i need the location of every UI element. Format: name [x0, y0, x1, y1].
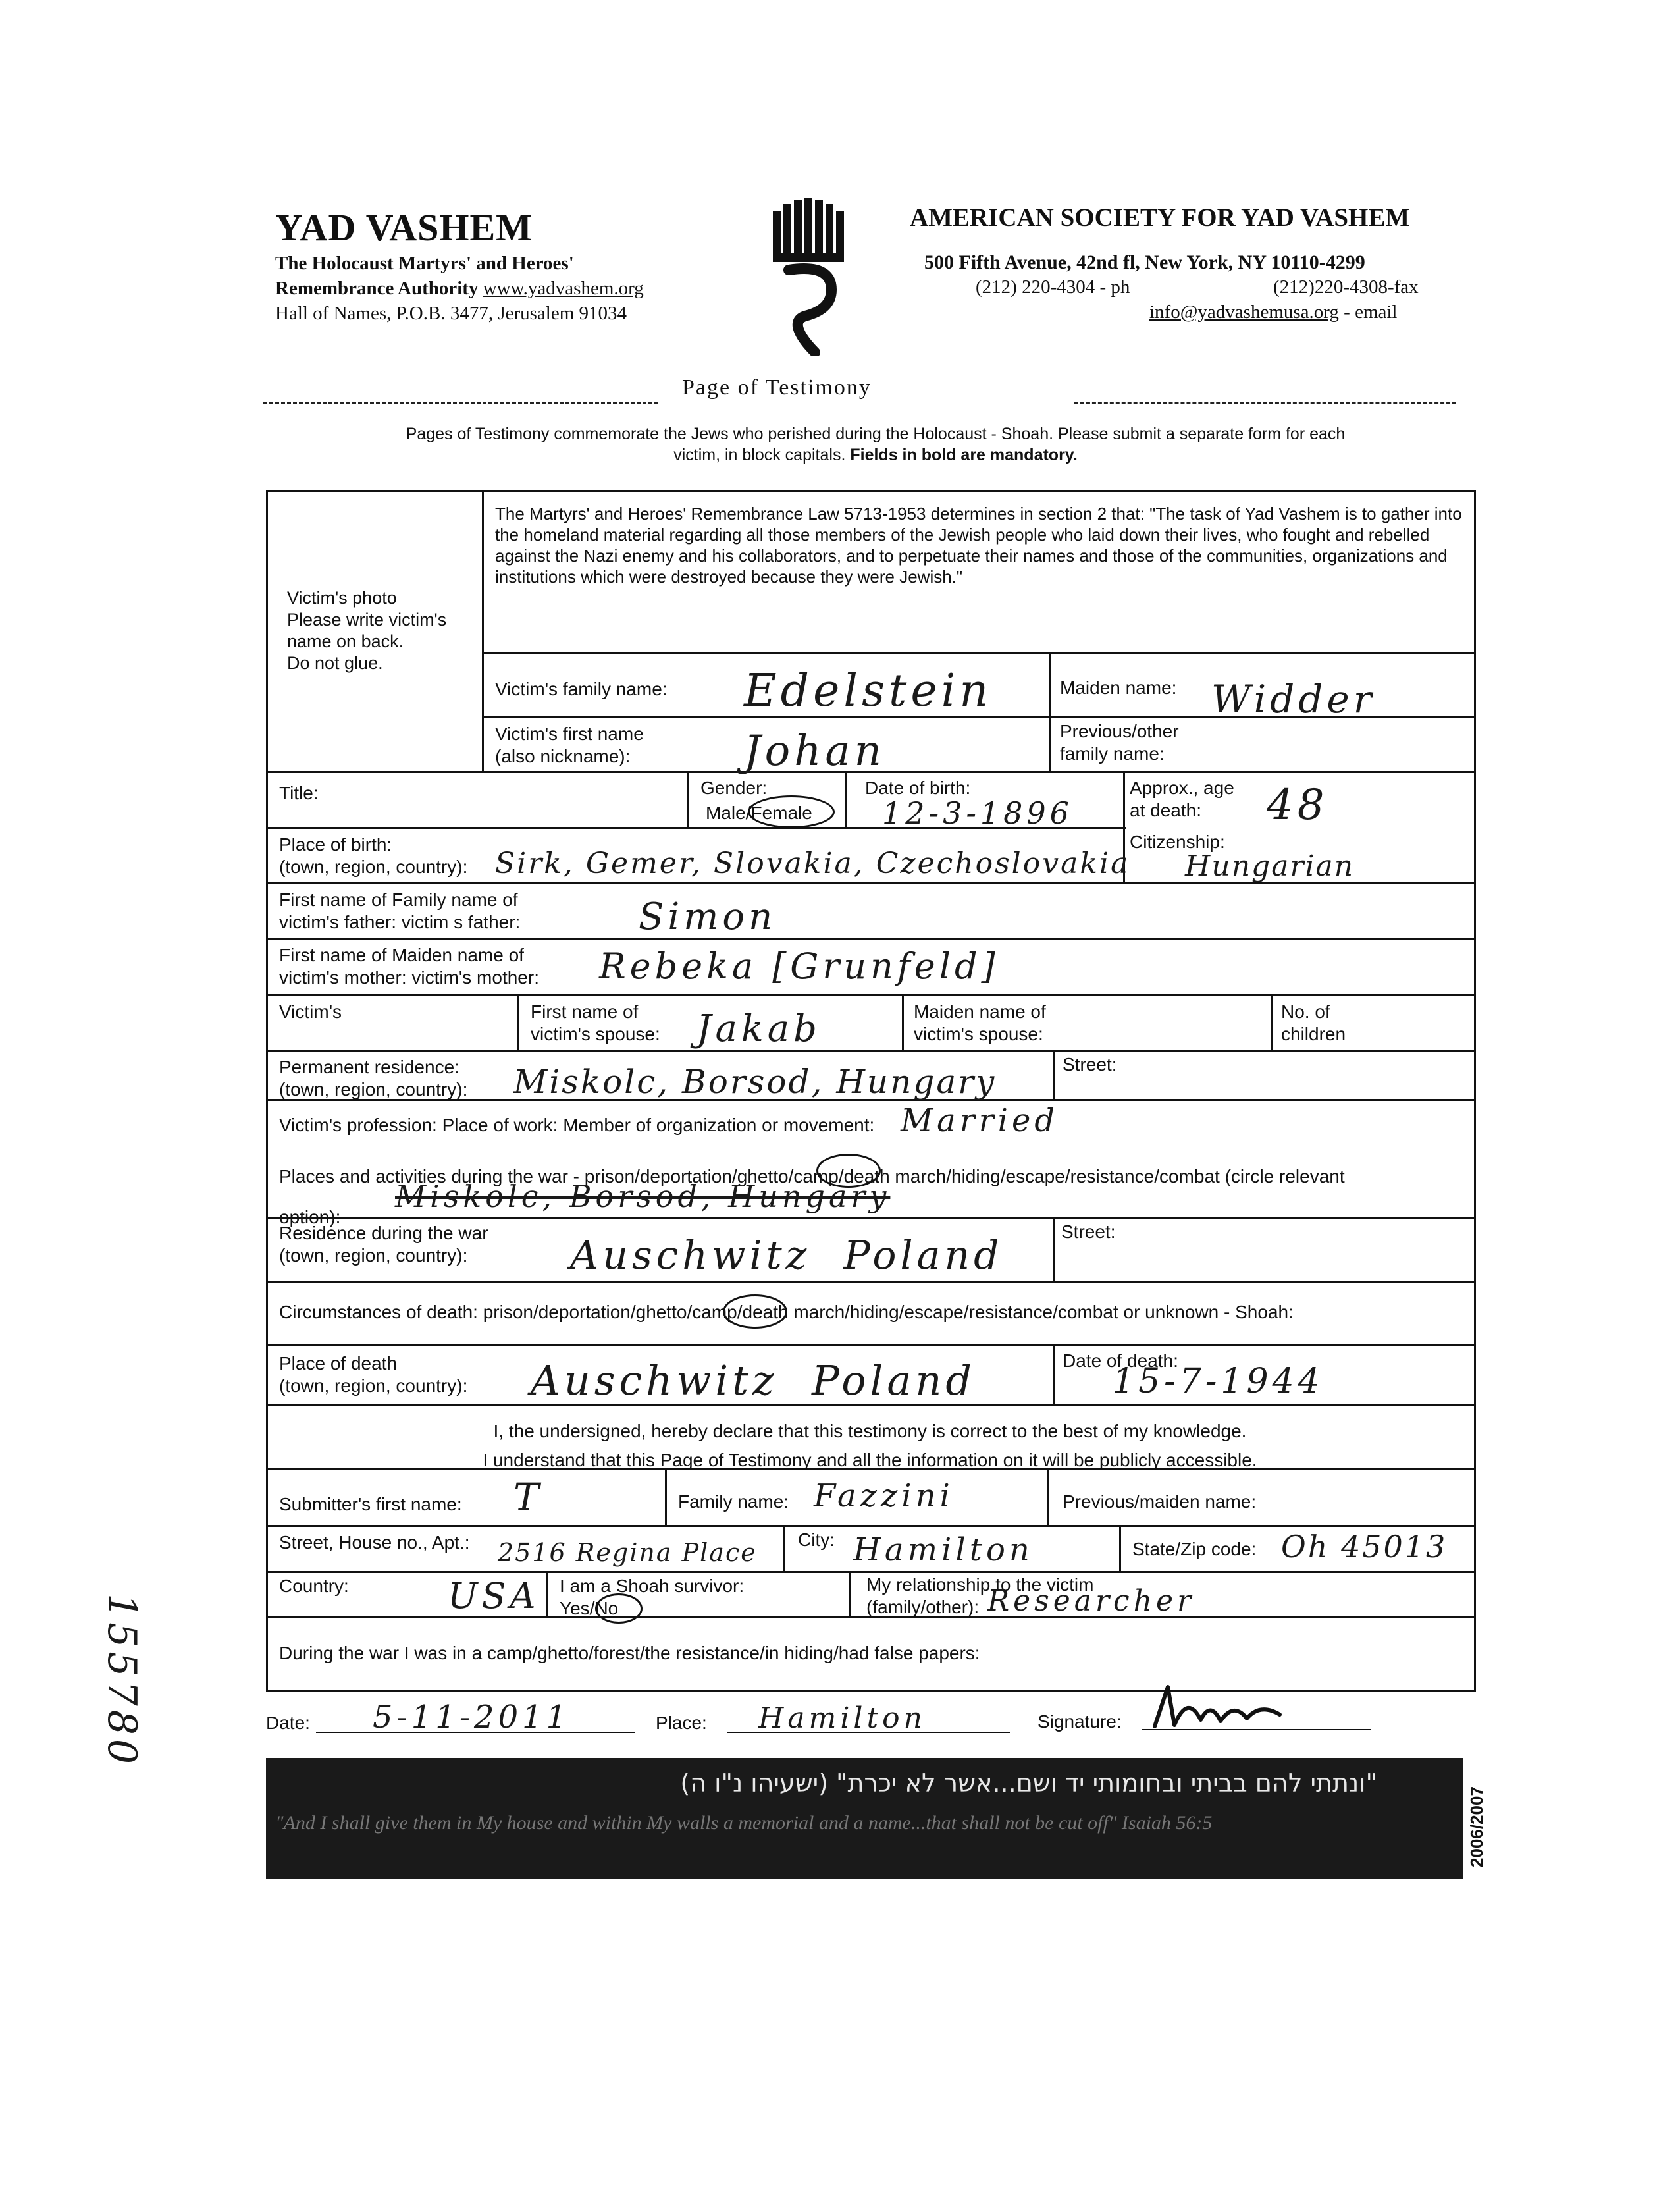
authority-label: Remembrance Authority — [275, 278, 479, 299]
father-label — [279, 889, 520, 934]
col-line — [1049, 652, 1051, 773]
relationship-value[interactable]: Researcher — [987, 1584, 1195, 1618]
pod-label-1: Place of death — [279, 1353, 398, 1373]
res-war-label — [279, 1222, 488, 1267]
maiden-name-label: Maiden name: — [1060, 678, 1177, 698]
age-label — [1130, 777, 1234, 822]
dod-label: Date of death: — [1063, 1350, 1178, 1371]
spouse-maiden-label-2: victim's spouse: — [914, 1024, 1043, 1044]
res-war-label-2: (town, region, country): — [279, 1245, 468, 1266]
submitter-prev-label: Previous/maiden name: — [1063, 1491, 1257, 1512]
spouse-maiden-label-1: Maiden name of — [914, 1001, 1046, 1022]
children-label-2: children — [1281, 1024, 1346, 1044]
victim-photo-area[interactable] — [268, 492, 482, 771]
father-name-value[interactable]: Simon — [639, 895, 777, 938]
father-label-1: First name of Family name of — [279, 890, 518, 910]
dod-value[interactable]: 15-7-1944 — [1113, 1362, 1324, 1401]
profession-value[interactable]: Married — [901, 1102, 1059, 1139]
res-war-value[interactable]: Auschwitz Poland — [570, 1233, 1003, 1279]
row-line — [266, 1344, 1474, 1346]
date-value[interactable]: 5-11-2011 — [373, 1699, 571, 1736]
law-text: The Martyrs' and Heroes' Remembrance Law 5713-1953 determines in section 2 that: "The task of Yad Vashem is to gather into the homeland material regarding all those members of the Jewish people who laid down their lives, who fought and rebelled against the Nazi enemy and his collaborators, and to perpetuate their names and those of the communities, organizations and institutions which were destroyed because they were Jewish." — [495, 504, 1462, 587]
previous-name-label-2: family name: — [1060, 743, 1165, 764]
street-label: Street: — [1063, 1054, 1117, 1075]
country-label: Country: — [279, 1576, 349, 1596]
spouse-first-label-1: First name of — [531, 1001, 639, 1022]
pod-value[interactable]: Auschwitz Poland — [531, 1356, 976, 1404]
date-label: Date: — [266, 1713, 310, 1733]
col-line — [517, 994, 519, 1052]
dob-value[interactable]: 12-3-1896 — [882, 795, 1073, 831]
perm-res-label-2: (town, region, country): — [279, 1079, 468, 1100]
pob-value[interactable]: Sirk, Gemer, Slovakia, Czechoslovakia — [495, 847, 1130, 880]
during-war-label: During the war I was in a camp/ghetto/forest/the resistance/in hiding/had false papers: — [279, 1643, 980, 1663]
places-label-2: option): — [279, 1207, 341, 1227]
title-rule-left — [263, 402, 658, 404]
col-line — [546, 1571, 548, 1618]
maiden-name-value[interactable]: Widder — [1211, 677, 1376, 722]
asyv-address: 500 Fifth Avenue, 42nd fl, New York, NY 10110-4299 — [924, 252, 1365, 273]
pod-label-2: (town, region, country): — [279, 1375, 468, 1396]
spouse-maiden-label — [914, 1001, 1046, 1046]
signature-scribble[interactable] — [1148, 1680, 1313, 1733]
places-label-1: Places and activities during the war - prison/deportation/ghetto/camp/death march/hiding/escape/resistance/combat (circle relevant — [279, 1166, 1345, 1186]
yad-vashem-subtitle: The Holocaust Martyrs' and Heroes' — [275, 253, 574, 274]
first-name-label-2: (also nickname): — [495, 746, 631, 766]
relationship-label-2: (family/other): — [866, 1597, 980, 1617]
declaration-text — [266, 1417, 1474, 1475]
pob-label-1: Place of birth: — [279, 834, 392, 855]
circumstances-label: Circumstances of death: prison/deportation/ghetto/camp/death march/hiding/escape/resistance/combat or unknown - Shoah: — [279, 1302, 1294, 1322]
gender-label: Gender: — [700, 778, 768, 798]
row-line — [266, 1571, 1474, 1573]
first-name-label-1: Victim's first name — [495, 724, 644, 744]
asyv-title: AMERICAN SOCIETY FOR YAD VASHEM — [910, 203, 1410, 232]
citizenship-value[interactable]: Hungarian — [1185, 849, 1355, 883]
yad-vashem-address: Hall of Names, P.O.B. 3477, Jerusalem 91034 — [275, 303, 627, 324]
perm-res-value[interactable]: Miskolc, Borsod, Hungary — [513, 1063, 997, 1101]
asyv-email-suffix: - email — [1344, 302, 1398, 323]
col-line — [783, 1525, 785, 1573]
pob-label-2: (town, region, country): — [279, 857, 468, 877]
photo-box-line-3: name on back. — [287, 631, 404, 651]
age-label-2: at death: — [1130, 800, 1201, 820]
asyv-email-link[interactable]: info@yadvashemusa.org — [1149, 302, 1339, 323]
declaration-line-1: I, the undersigned, hereby declare that this testimony is correct to the best of my knowledge. — [493, 1421, 1247, 1441]
street-house-value[interactable]: 2516 Regina Place — [498, 1538, 757, 1567]
spouse-first-label — [531, 1001, 660, 1046]
dob-label: Date of birth: — [865, 778, 971, 798]
row-line — [266, 1281, 1474, 1283]
photo-box-line-1: Victim's photo — [287, 588, 397, 608]
perm-res-label — [279, 1056, 467, 1101]
submitter-family-value[interactable]: Fazzini — [814, 1478, 954, 1514]
row-line — [266, 994, 1474, 996]
col-line — [687, 771, 689, 829]
city-value[interactable]: Hamilton — [853, 1532, 1034, 1568]
yad-vashem-website-link[interactable]: www.yadvashem.org — [483, 278, 644, 299]
children-label-1: No. of — [1281, 1001, 1330, 1022]
title-rule-right — [1074, 402, 1456, 404]
father-label-2: victim's father: victim s father: — [279, 912, 521, 932]
yad-vashem-authority — [275, 278, 644, 300]
mother-label-2: victim's mother: victim's mother: — [279, 967, 539, 988]
gender-options[interactable]: Male/Female — [706, 803, 812, 823]
survivor-label — [560, 1575, 744, 1620]
pod-label — [279, 1352, 467, 1397]
street-war-label: Street: — [1061, 1221, 1116, 1242]
family-name-value[interactable]: Edelstein — [744, 665, 993, 717]
gender-female-circle — [748, 795, 835, 828]
pob-label — [279, 834, 467, 878]
mother-label-1: First name of Maiden name of — [279, 945, 524, 965]
children-label — [1281, 1001, 1346, 1046]
spouse-first-value[interactable]: Jakab — [696, 1007, 822, 1050]
col-line — [1119, 1525, 1121, 1573]
survivor-options[interactable]: Yes/No — [560, 1598, 619, 1618]
banner-hebrew: "ונתתי להם בביתי ובחומותי יד ושם...אשר לא יכרת" (ישעיהו נ"ו ה) — [680, 1769, 1377, 1798]
age-label-1: Approx., age — [1130, 778, 1234, 798]
place-label: Place: — [656, 1713, 707, 1733]
submitter-first-value[interactable]: T — [513, 1475, 543, 1520]
victims-label: Victim's — [279, 1001, 342, 1022]
res-war-label-1: Residence during the war — [279, 1223, 488, 1243]
state-zip-label: State/Zip code: — [1132, 1539, 1257, 1559]
col-line — [849, 1571, 851, 1618]
intro-bold: Fields in bold are mandatory. — [850, 446, 1078, 464]
col-line — [665, 1468, 667, 1527]
state-zip-value[interactable]: Oh 45013 — [1281, 1529, 1448, 1564]
col-line — [1053, 1344, 1055, 1406]
previous-name-label-1: Previous/other — [1060, 721, 1179, 741]
perm-res-label-1: Permanent residence: — [279, 1057, 459, 1077]
intro-line-2 — [303, 444, 1448, 466]
country-value[interactable]: USA — [448, 1575, 540, 1616]
submitter-family-label: Family name: — [678, 1491, 789, 1512]
side-reference-number: 155780 — [99, 1593, 145, 1769]
banner-year-code: 2006/2007 — [1467, 1786, 1486, 1867]
asyv-phone: (212) 220-4304 - ph — [976, 277, 1130, 298]
signature-label: Signature: — [1037, 1711, 1122, 1732]
col-line — [1053, 1050, 1055, 1101]
circumstances-camp-circle — [723, 1294, 787, 1329]
col-line — [1271, 994, 1273, 1052]
menorah-logo-icon — [769, 198, 848, 356]
intro-line-2-text: victim, in block capitals. — [673, 446, 846, 464]
photo-box-line-4: Do not glue. — [287, 653, 383, 673]
row-line — [266, 1525, 1474, 1527]
row-line — [266, 938, 1474, 940]
intro-text — [303, 423, 1448, 466]
asyv-email — [1149, 302, 1398, 323]
photo-box-line-2: Please write victim's — [287, 610, 447, 629]
first-name-label — [495, 723, 644, 768]
city-label: City: — [798, 1530, 835, 1550]
family-name-label: Victim's family name: — [495, 679, 668, 699]
intro-line-1: Pages of Testimony commemorate the Jews who perished during the Holocaust - Shoah. Please submit a separate form for each — [406, 425, 1346, 443]
first-name-value[interactable]: Johan — [744, 727, 885, 776]
asyv-fax: (212)220-4308-fax — [1273, 277, 1419, 298]
isaiah-banner — [266, 1758, 1463, 1879]
relationship-label-1: My relationship to the victim — [866, 1574, 1094, 1595]
col-line — [902, 994, 904, 1052]
survivor-no-circle — [595, 1593, 643, 1624]
yad-vashem-title: YAD VASHEM — [275, 206, 533, 249]
col-line — [482, 490, 484, 773]
spouse-first-label-2: victim's spouse: — [531, 1024, 660, 1044]
page-title: Page of Testimony — [682, 375, 872, 400]
citizenship-label: Citizenship: — [1130, 832, 1225, 852]
place-value[interactable]: Hamilton — [758, 1701, 926, 1735]
banner-english: "And I shall give them in My house and within My walls a memorial and a name...that shall not be cut off" Isaiah 56:5 — [275, 1812, 1213, 1834]
places-value-crossed[interactable]: Miskolc, Borsod, Hungary — [395, 1179, 891, 1214]
declaration-line-2: I understand that this Page of Testimony and all the information on it will be publicly accessible. — [483, 1450, 1257, 1470]
title-label: Title: — [279, 783, 319, 803]
row-line — [266, 1050, 1474, 1052]
age-value[interactable]: 48 — [1267, 781, 1328, 830]
profession-label: Victim's profession: Place of work: Member of organization or movement: — [279, 1115, 875, 1135]
col-line — [1047, 1468, 1049, 1527]
mother-name-value[interactable]: Rebeka [Grunfeld] — [599, 946, 999, 987]
mother-label — [279, 944, 539, 989]
previous-name-label — [1060, 720, 1179, 765]
survivor-label-1: I am a Shoah survivor: — [560, 1576, 745, 1596]
col-line — [845, 771, 847, 829]
street-house-label: Street, House no., Apt.: — [279, 1532, 470, 1553]
submitter-first-label: Submitter's first name: — [279, 1494, 462, 1514]
row-line — [482, 652, 1474, 654]
